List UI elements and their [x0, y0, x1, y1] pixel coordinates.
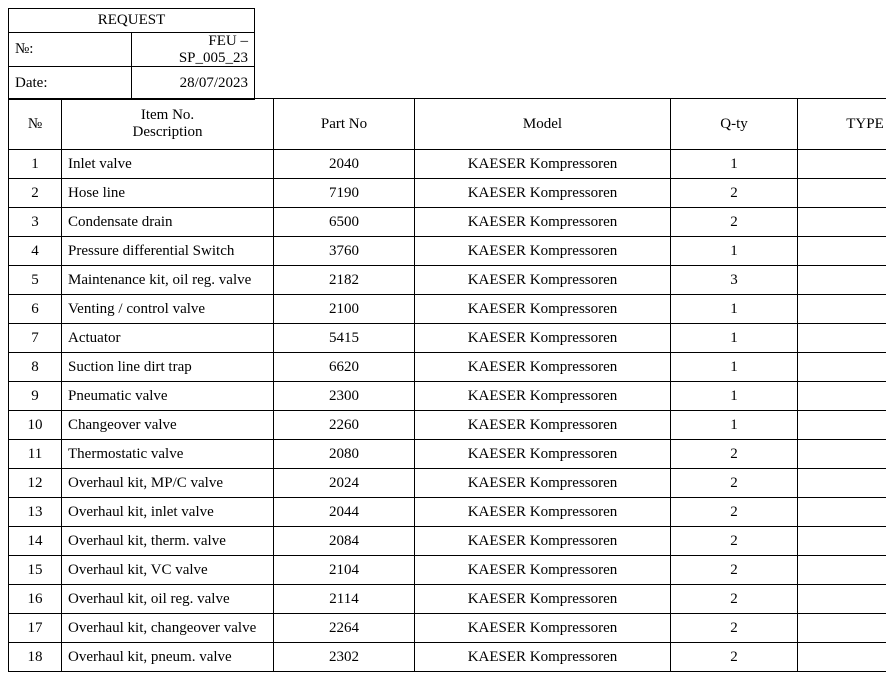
column-header-type: TYPE	[798, 99, 886, 150]
cell-qty: 2	[671, 469, 798, 498]
cell-qty: 1	[671, 411, 798, 440]
cell-description: Overhaul kit, MP/C valve	[62, 469, 274, 498]
cell-type	[798, 411, 886, 440]
cell-model: KAESER Kompressoren	[415, 382, 671, 411]
cell-description: Overhaul kit, VC valve	[62, 556, 274, 585]
cell-type	[798, 382, 886, 411]
cell-no: 11	[9, 440, 62, 469]
table-header-row	[9, 99, 886, 150]
cell-type	[798, 643, 886, 672]
cell-part-no: 2100	[274, 295, 415, 324]
cell-qty: 1	[671, 324, 798, 353]
cell-type	[798, 440, 886, 469]
cell-part-no: 2044	[274, 498, 415, 527]
cell-part-no: 2040	[274, 150, 415, 179]
cell-qty: 2	[671, 643, 798, 672]
column-header-part-no: Part No	[274, 99, 415, 150]
table-row	[9, 150, 886, 179]
cell-model: KAESER Kompressoren	[415, 440, 671, 469]
cell-part-no: 2264	[274, 614, 415, 643]
table-row	[9, 556, 886, 585]
meta-title-row	[9, 9, 255, 33]
cell-no: 3	[9, 208, 62, 237]
cell-no: 9	[9, 382, 62, 411]
cell-no: 1	[9, 150, 62, 179]
cell-description: Venting / control valve	[62, 295, 274, 324]
cell-model: KAESER Kompressoren	[415, 411, 671, 440]
cell-description: Overhaul kit, oil reg. valve	[62, 585, 274, 614]
cell-type	[798, 295, 886, 324]
cell-model: KAESER Kompressoren	[415, 498, 671, 527]
cell-no: 17	[9, 614, 62, 643]
cell-type	[798, 266, 886, 295]
cell-no: 4	[9, 237, 62, 266]
cell-model: KAESER Kompressoren	[415, 556, 671, 585]
table-row	[9, 353, 886, 382]
cell-no: 15	[9, 556, 62, 585]
table-row	[9, 382, 886, 411]
cell-part-no: 7190	[274, 179, 415, 208]
cell-no: 10	[9, 411, 62, 440]
table-row	[9, 324, 886, 353]
table-row	[9, 614, 886, 643]
cell-description: Maintenance kit, oil reg. valve	[62, 266, 274, 295]
cell-model: KAESER Kompressoren	[415, 295, 671, 324]
table-row	[9, 208, 886, 237]
meta-date-row	[9, 67, 255, 100]
cell-qty: 2	[671, 556, 798, 585]
column-header-description-line1: Item No.	[140, 107, 195, 124]
cell-model: KAESER Kompressoren	[415, 208, 671, 237]
column-header-qty: Q-ty	[671, 99, 798, 150]
cell-description: Thermostatic valve	[62, 440, 274, 469]
cell-model: KAESER Kompressoren	[415, 324, 671, 353]
cell-no: 6	[9, 295, 62, 324]
cell-no: 14	[9, 527, 62, 556]
cell-part-no: 2182	[274, 266, 415, 295]
cell-type	[798, 585, 886, 614]
column-header-description	[62, 99, 274, 150]
cell-part-no: 6620	[274, 353, 415, 382]
cell-part-no: 2024	[274, 469, 415, 498]
cell-model: KAESER Kompressoren	[415, 266, 671, 295]
cell-type	[798, 237, 886, 266]
cell-model: KAESER Kompressoren	[415, 614, 671, 643]
table-row	[9, 179, 886, 208]
cell-model: KAESER Kompressoren	[415, 643, 671, 672]
cell-model: KAESER Kompressoren	[415, 353, 671, 382]
cell-model: KAESER Kompressoren	[415, 469, 671, 498]
cell-description: Overhaul kit, therm. valve	[62, 527, 274, 556]
cell-qty: 1	[671, 353, 798, 382]
cell-type	[798, 556, 886, 585]
cell-qty: 2	[671, 614, 798, 643]
cell-part-no: 2084	[274, 527, 415, 556]
cell-model: KAESER Kompressoren	[415, 585, 671, 614]
meta-number-row	[9, 33, 255, 67]
parts-request-table	[8, 98, 886, 672]
cell-description: Condensate drain	[62, 208, 274, 237]
cell-description: Inlet valve	[62, 150, 274, 179]
request-meta-table	[8, 8, 255, 100]
request-number-label: №:	[9, 33, 132, 67]
table-header	[9, 99, 886, 150]
cell-qty: 2	[671, 527, 798, 556]
table-body	[9, 150, 886, 672]
table-row	[9, 643, 886, 672]
cell-part-no: 2104	[274, 556, 415, 585]
cell-qty: 2	[671, 440, 798, 469]
cell-no: 7	[9, 324, 62, 353]
table-row	[9, 411, 886, 440]
cell-no: 5	[9, 266, 62, 295]
table-row	[9, 469, 886, 498]
cell-qty: 2	[671, 208, 798, 237]
cell-no: 8	[9, 353, 62, 382]
table-row	[9, 237, 886, 266]
request-number-value: FEU – SP_005_23	[132, 33, 255, 67]
request-date-label: Date:	[9, 67, 132, 100]
cell-model: KAESER Kompressoren	[415, 527, 671, 556]
cell-no: 16	[9, 585, 62, 614]
cell-description: Changeover valve	[62, 411, 274, 440]
cell-part-no: 5415	[274, 324, 415, 353]
cell-model: KAESER Kompressoren	[415, 237, 671, 266]
cell-type	[798, 353, 886, 382]
cell-type	[798, 150, 886, 179]
cell-description: Overhaul kit, changeover valve	[62, 614, 274, 643]
table-row	[9, 585, 886, 614]
cell-part-no: 2260	[274, 411, 415, 440]
cell-qty: 1	[671, 237, 798, 266]
cell-no: 2	[9, 179, 62, 208]
cell-description: Overhaul kit, pneum. valve	[62, 643, 274, 672]
cell-part-no: 2114	[274, 585, 415, 614]
table-row	[9, 498, 886, 527]
request-title: REQUEST	[9, 9, 255, 33]
cell-qty: 1	[671, 150, 798, 179]
cell-qty: 2	[671, 179, 798, 208]
cell-part-no: 6500	[274, 208, 415, 237]
table-row	[9, 295, 886, 324]
cell-description: Pneumatic valve	[62, 382, 274, 411]
column-header-model: Model	[415, 99, 671, 150]
cell-type	[798, 498, 886, 527]
cell-type	[798, 208, 886, 237]
cell-part-no: 2300	[274, 382, 415, 411]
cell-type	[798, 527, 886, 556]
column-header-no: №	[9, 99, 62, 150]
request-date-value: 28/07/2023	[132, 67, 255, 100]
cell-qty: 2	[671, 498, 798, 527]
cell-no: 12	[9, 469, 62, 498]
cell-description: Suction line dirt trap	[62, 353, 274, 382]
cell-type	[798, 179, 886, 208]
cell-no: 13	[9, 498, 62, 527]
cell-type	[798, 324, 886, 353]
cell-part-no: 2080	[274, 440, 415, 469]
table-row	[9, 266, 886, 295]
table-row	[9, 440, 886, 469]
cell-type	[798, 469, 886, 498]
cell-qty: 2	[671, 585, 798, 614]
column-header-description-line2: Description	[132, 124, 203, 140]
cell-model: KAESER Kompressoren	[415, 179, 671, 208]
cell-no: 18	[9, 643, 62, 672]
cell-description: Pressure differential Switch	[62, 237, 274, 266]
table-row	[9, 527, 886, 556]
cell-description: Hose line	[62, 179, 274, 208]
cell-part-no: 2302	[274, 643, 415, 672]
cell-description: Overhaul kit, inlet valve	[62, 498, 274, 527]
cell-qty: 3	[671, 266, 798, 295]
cell-part-no: 3760	[274, 237, 415, 266]
cell-model: KAESER Kompressoren	[415, 150, 671, 179]
cell-qty: 1	[671, 382, 798, 411]
cell-type	[798, 614, 886, 643]
cell-qty: 1	[671, 295, 798, 324]
cell-description: Actuator	[62, 324, 274, 353]
